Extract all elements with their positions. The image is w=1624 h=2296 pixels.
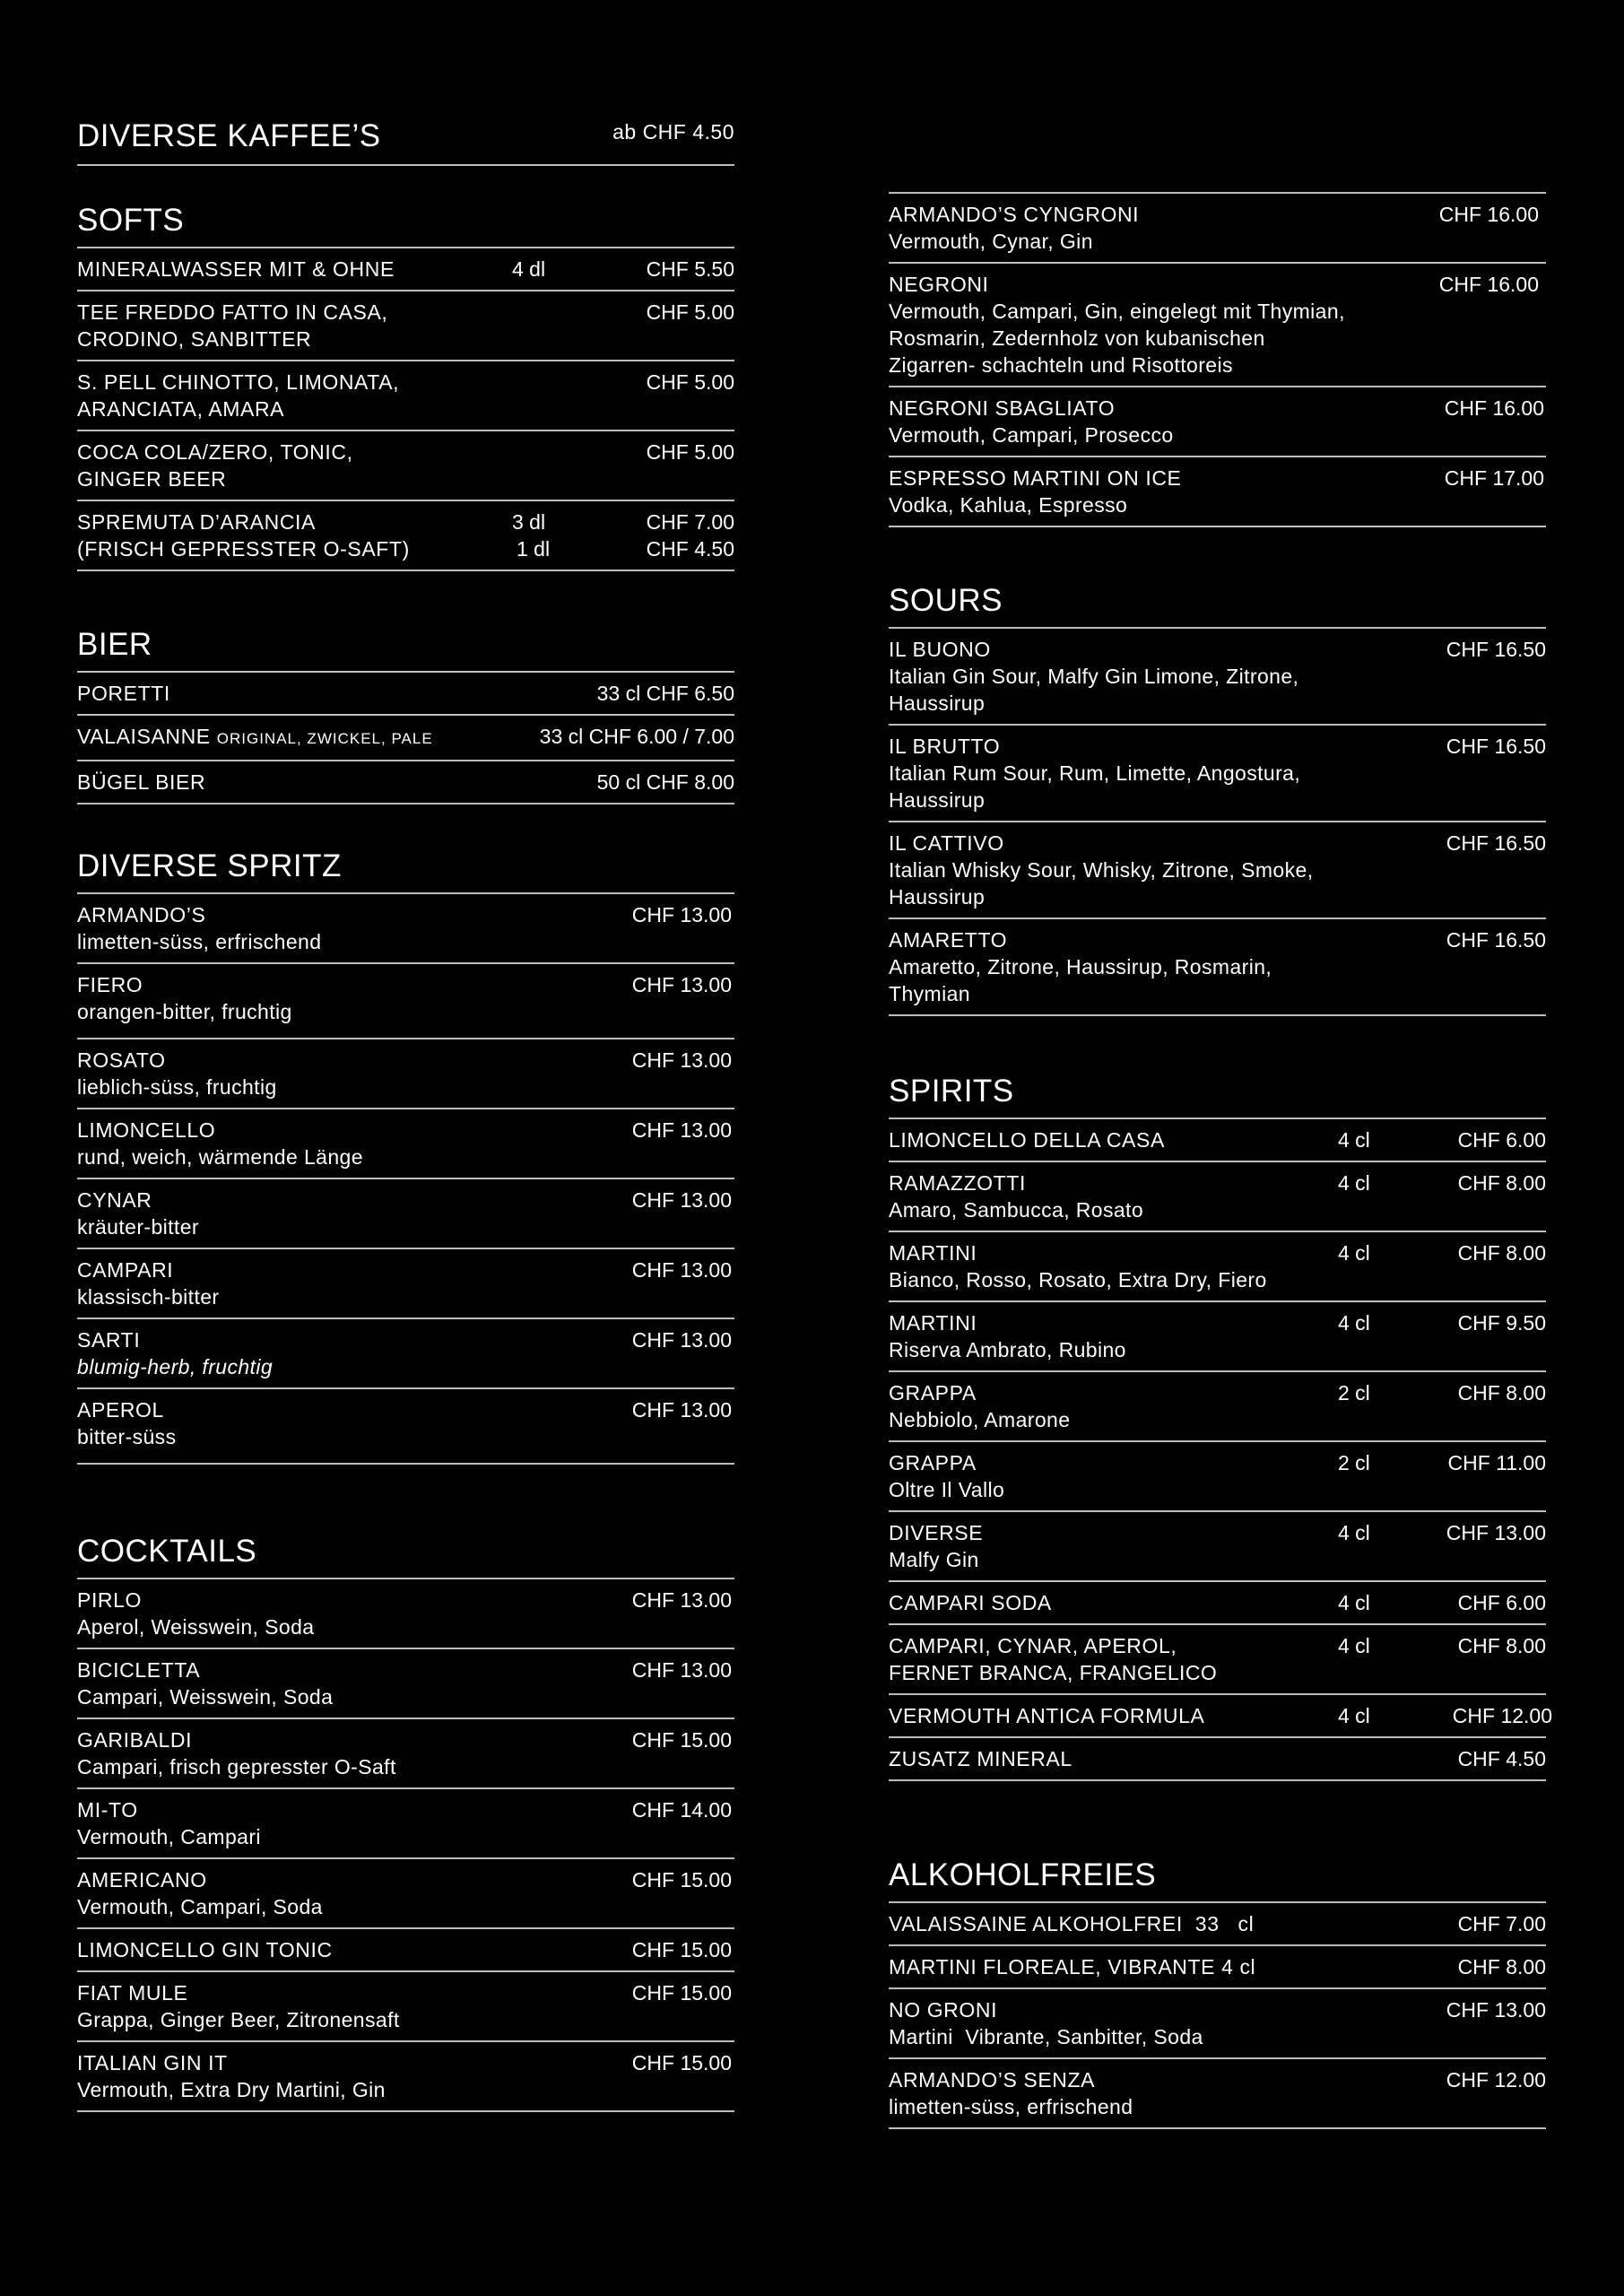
item-name: AMERICANO bbox=[77, 1868, 207, 1892]
item-volume: 4 cl bbox=[1338, 1521, 1370, 1544]
menu-item bbox=[77, 501, 734, 571]
menu-item bbox=[77, 1649, 734, 1719]
item-price: CHF 8.00 bbox=[1457, 1634, 1546, 1657]
menu-item bbox=[77, 248, 734, 291]
section-bier bbox=[77, 629, 734, 804]
item-description: Thymian bbox=[889, 982, 970, 1005]
menu-item bbox=[889, 1989, 1546, 2059]
item-name: COCA COLA/ZERO, TONIC, bbox=[77, 440, 353, 464]
item-description: blumig-herb, fruchtig bbox=[77, 1355, 274, 1378]
section-softs bbox=[77, 204, 734, 571]
menu-item bbox=[889, 1302, 1546, 1372]
item-price: CHF 8.00 bbox=[1457, 1171, 1546, 1195]
menu-item bbox=[77, 2042, 734, 2112]
menu-item bbox=[77, 1109, 734, 1179]
item-price: CHF 13.00 bbox=[631, 1658, 732, 1682]
menu-item bbox=[889, 1946, 1546, 1989]
item-name: ARMANDO’S CYNGRONI bbox=[889, 203, 1140, 226]
menu-item bbox=[889, 264, 1546, 387]
item-name: LIMONCELLO bbox=[77, 1118, 216, 1142]
menu-item bbox=[889, 1119, 1546, 1162]
item-name: BICICLETTA bbox=[77, 1658, 201, 1682]
item-price: CHF 6.00 bbox=[1457, 1128, 1546, 1152]
item-price: CHF 13.00 bbox=[1446, 1998, 1546, 2022]
item-price: CHF 5.00 bbox=[646, 370, 734, 394]
item-name: S. PELL CHINOTTO, LIMONATA, bbox=[77, 370, 400, 394]
item-name: LIMONCELLO GIN TONIC bbox=[77, 1938, 333, 1961]
item-description: Oltre Il Vallo bbox=[889, 1478, 1005, 1501]
item-volume: 2 cl bbox=[1338, 1451, 1370, 1474]
item-description: limetten-süss, erfrischend bbox=[889, 2095, 1133, 2118]
item-name: VALAISSAINE ALKOHOLFREI 33 cl bbox=[889, 1912, 1255, 1935]
item-description: rund, weich, wärmende Länge bbox=[77, 1145, 363, 1169]
item-description: Zigarren- schachteln und Risottoreis bbox=[889, 353, 1233, 377]
item-volume: 4 cl bbox=[1338, 1171, 1370, 1195]
menu-item bbox=[77, 1719, 734, 1789]
item-price: CHF 15.00 bbox=[631, 1868, 732, 1892]
item-description: Vodka, Kahlua, Espresso bbox=[889, 493, 1128, 517]
item-volume: 4 cl bbox=[1338, 1634, 1370, 1657]
item-name: ARMANDO’S bbox=[77, 903, 206, 926]
item-description: klassisch-bitter bbox=[77, 1285, 220, 1309]
item-description: Malfy Gin bbox=[889, 1548, 979, 1571]
item-price: CHF 8.00 bbox=[1457, 1381, 1546, 1405]
item-name: ARMANDO’S SENZA bbox=[889, 2068, 1096, 2092]
item-description: Campari, frisch gepresster O-Saft bbox=[77, 1755, 396, 1779]
item-volume: 4 cl bbox=[1338, 1591, 1370, 1614]
item-price: CHF 5.50 bbox=[646, 257, 734, 281]
item-name: IL BUONO bbox=[889, 638, 991, 661]
item-price: CHF 13.00 bbox=[631, 1328, 732, 1352]
item-description: Aperol, Weisswein, Soda bbox=[77, 1615, 315, 1639]
item-name: CAMPARI bbox=[77, 1258, 174, 1282]
item-price: CHF 8.00 bbox=[1457, 1955, 1546, 1979]
item-name: GRAPPA bbox=[889, 1451, 977, 1474]
item-name: TEE FREDDO FATTO IN CASA, bbox=[77, 300, 388, 324]
item-description: (FRISCH GEPRESSTER O-SAFT) bbox=[77, 537, 410, 561]
item-name: ITALIAN GIN IT bbox=[77, 2051, 228, 2074]
item-price: CHF 13.00 bbox=[631, 903, 732, 926]
item-price: CHF 12.00 bbox=[1452, 1704, 1552, 1727]
menu-item bbox=[77, 673, 734, 716]
item-description: Riserva Ambrato, Rubino bbox=[889, 1338, 1126, 1361]
item-volume: 1 dl bbox=[517, 537, 551, 561]
item-name: BÜGEL BIER bbox=[77, 770, 206, 794]
item-description: ARANCIATA, AMARA bbox=[77, 397, 285, 421]
item-name: GRAPPA bbox=[889, 1381, 977, 1405]
item-price: CHF 13.00 bbox=[631, 1258, 732, 1282]
menu-item bbox=[77, 716, 734, 761]
item-description: bitter-süss bbox=[77, 1425, 177, 1448]
item-price: CHF 16.00 bbox=[1444, 396, 1544, 420]
item-price: CHF 16.50 bbox=[1446, 638, 1546, 661]
item-price: CHF 13.00 bbox=[631, 1048, 732, 1072]
item-description: limetten-süss, erfrischend bbox=[77, 930, 322, 953]
item-price: CHF 13.00 bbox=[631, 1188, 732, 1212]
menu-item bbox=[889, 194, 1546, 264]
menu-item bbox=[77, 1859, 734, 1929]
menu-item bbox=[77, 431, 734, 501]
item-name: DIVERSE bbox=[889, 1521, 984, 1544]
item-name: NO GRONI bbox=[889, 1998, 998, 2022]
item-name: CYNAR bbox=[77, 1188, 152, 1212]
menu-item bbox=[889, 1625, 1546, 1695]
item-description: lieblich-süss, fruchtig bbox=[77, 1075, 277, 1099]
item-description: CRODINO, SANBITTER bbox=[77, 327, 312, 351]
section-spritz bbox=[77, 850, 734, 1465]
item-description: Italian Gin Sour, Malfy Gin Limone, Zitrone, bbox=[889, 665, 1299, 688]
item-name: APEROL bbox=[77, 1398, 164, 1422]
item-description: Amaretto, Zitrone, Haussirup, Rosmarin, bbox=[889, 955, 1272, 978]
item-name: MI-TO bbox=[77, 1798, 138, 1822]
menu-item bbox=[889, 822, 1546, 919]
item-name: LIMONCELLO DELLA CASA bbox=[889, 1128, 1165, 1152]
item-price: CHF 15.00 bbox=[631, 1728, 732, 1752]
menu-item bbox=[77, 761, 734, 804]
item-variants: ORIGINAL, ZWICKEL, PALE bbox=[216, 730, 433, 747]
item-price: CHF 16.00 bbox=[1438, 203, 1539, 226]
item-description: Haussirup bbox=[889, 885, 986, 909]
item-name: MARTINI FLOREALE, VIBRANTE 4 cl bbox=[889, 1955, 1256, 1979]
menu-item bbox=[889, 457, 1546, 527]
item-price: CHF 13.00 bbox=[631, 1118, 732, 1142]
item-volume: 2 cl bbox=[1338, 1381, 1370, 1405]
item-description: Vermouth, Campari, Gin, eingelegt mit Thymian, bbox=[889, 300, 1345, 323]
menu-item bbox=[77, 1929, 734, 1972]
item-name: MARTINI bbox=[889, 1241, 977, 1265]
item-volume: 4 cl bbox=[1338, 1128, 1370, 1152]
item-name: ROSATO bbox=[77, 1048, 166, 1072]
item-price: CHF 8.00 bbox=[1457, 1241, 1546, 1265]
item-description: Vermouth, Extra Dry Martini, Gin bbox=[77, 2078, 386, 2101]
menu-item bbox=[77, 1579, 734, 1649]
section-title: SOURS bbox=[889, 585, 1546, 629]
item-price: CHF 4.50 bbox=[1457, 1747, 1546, 1770]
item-description: Vermouth, Cynar, Gin bbox=[889, 230, 1093, 253]
section-sours bbox=[889, 585, 1546, 1016]
section-title: COCKTAILS bbox=[77, 1535, 734, 1579]
item-description: Haussirup bbox=[889, 691, 986, 715]
menu-item bbox=[77, 1179, 734, 1249]
item-name: FIERO bbox=[77, 973, 143, 996]
kaffee-title: DIVERSE KAFFEE’S bbox=[77, 118, 381, 153]
item-price: CHF 15.00 bbox=[631, 1938, 732, 1961]
section-negroni bbox=[889, 192, 1546, 527]
menu-item bbox=[889, 1582, 1546, 1625]
item-name: VERMOUTH ANTICA FORMULA bbox=[889, 1704, 1205, 1727]
item-name: RAMAZZOTTI bbox=[889, 1171, 1026, 1195]
item-name: SARTI bbox=[77, 1328, 141, 1352]
menu-item bbox=[889, 387, 1546, 457]
menu-item bbox=[889, 629, 1546, 726]
item-price: CHF 11.00 bbox=[1447, 1451, 1546, 1474]
menu-item bbox=[77, 1389, 734, 1465]
item-name: ZUSATZ MINERAL bbox=[889, 1747, 1073, 1770]
item-price: CHF 16.00 bbox=[1438, 273, 1539, 296]
item-price: 33 cl CHF 6.00 / 7.00 bbox=[539, 725, 734, 748]
item-price: CHF 4.50 bbox=[646, 537, 734, 561]
item-price: CHF 7.00 bbox=[646, 510, 734, 534]
item-price: CHF 15.00 bbox=[631, 2051, 732, 2074]
item-volume: 4 cl bbox=[1338, 1311, 1370, 1335]
item-description: Martini Vibrante, Sanbitter, Soda bbox=[889, 2025, 1203, 2048]
item-name-main: VALAISANNE bbox=[77, 725, 211, 748]
item-name: PIRLO bbox=[77, 1588, 143, 1612]
section-title: BIER bbox=[77, 629, 734, 673]
item-price: CHF 7.00 bbox=[1457, 1912, 1546, 1935]
item-description: orangen-bitter, fruchtig bbox=[77, 1000, 292, 1023]
item-price: CHF 5.00 bbox=[646, 300, 734, 324]
section-kaffee bbox=[77, 120, 734, 166]
item-description: Vermouth, Campari bbox=[77, 1825, 261, 1848]
item-name: NEGRONI bbox=[889, 273, 989, 296]
item-volume: 3 dl bbox=[512, 510, 546, 534]
item-name: PORETTI bbox=[77, 682, 170, 705]
item-name: SPREMUTA D’ARANCIA bbox=[77, 510, 316, 534]
menu-item bbox=[77, 361, 734, 431]
section-alkoholfrei bbox=[889, 1859, 1546, 2129]
item-description: GINGER BEER bbox=[77, 467, 227, 491]
item-description: FERNET BRANCA, FRANGELICO bbox=[889, 1661, 1218, 1684]
menu-item bbox=[889, 1442, 1546, 1512]
item-volume: 4 dl bbox=[512, 257, 546, 281]
item-description: Rosmarin, Zedernholz von kubanischen bbox=[889, 326, 1265, 350]
item-price: 50 cl CHF 8.00 bbox=[596, 770, 734, 794]
section-title bbox=[77, 120, 734, 166]
item-name: ESPRESSO MARTINI ON ICE bbox=[889, 466, 1182, 490]
menu-item bbox=[77, 1319, 734, 1389]
item-price: CHF 12.00 bbox=[1446, 2068, 1546, 2092]
menu-item bbox=[77, 894, 734, 964]
item-description: Grappa, Ginger Beer, Zitronensaft bbox=[77, 2008, 400, 2031]
item-price: CHF 16.50 bbox=[1446, 928, 1546, 952]
menu-item bbox=[77, 1039, 734, 1109]
item-description: Amaro, Sambucca, Rosato bbox=[889, 1198, 1144, 1222]
item-description: Nebbiolo, Amarone bbox=[889, 1408, 1071, 1431]
menu-item bbox=[889, 726, 1546, 822]
item-description: Haussirup bbox=[889, 788, 986, 812]
item-price: CHF 6.00 bbox=[1457, 1591, 1546, 1614]
item-price: CHF 13.00 bbox=[631, 1588, 732, 1612]
kaffee-price: ab CHF 4.50 bbox=[612, 120, 734, 144]
menu-item bbox=[889, 1512, 1546, 1582]
item-description: Campari, Weisswein, Soda bbox=[77, 1685, 334, 1709]
item-volume: 4 cl bbox=[1338, 1704, 1370, 1727]
item-price: CHF 5.00 bbox=[646, 440, 734, 464]
item-price: 33 cl CHF 6.50 bbox=[596, 682, 734, 705]
menu-item bbox=[889, 1738, 1546, 1781]
item-description: Bianco, Rosso, Rosato, Extra Dry, Fiero bbox=[889, 1268, 1267, 1292]
section-title: DIVERSE SPRITZ bbox=[77, 850, 734, 894]
item-name: IL CATTIVO bbox=[889, 831, 1004, 855]
item-name: AMARETTO bbox=[889, 928, 1008, 952]
item-name: CAMPARI, CYNAR, APEROL, bbox=[889, 1634, 1177, 1657]
menu-item bbox=[889, 1232, 1546, 1302]
section-title: SOFTS bbox=[77, 204, 734, 248]
item-price: CHF 13.00 bbox=[631, 1398, 732, 1422]
item-price: CHF 15.00 bbox=[631, 1981, 732, 2005]
item-description: Vermouth, Campari, Soda bbox=[77, 1895, 323, 1918]
menu-item bbox=[889, 1162, 1546, 1232]
item-price: CHF 13.00 bbox=[1446, 1521, 1546, 1544]
menu-item bbox=[77, 964, 734, 1039]
menu-item bbox=[77, 1972, 734, 2042]
menu-item bbox=[889, 1372, 1546, 1442]
item-name: IL BRUTTO bbox=[889, 735, 1001, 758]
section-spirits bbox=[889, 1074, 1552, 1781]
item-price: CHF 16.50 bbox=[1446, 831, 1546, 855]
item-description: Italian Whisky Sour, Whisky, Zitrone, Smoke, bbox=[889, 858, 1314, 882]
item-price: CHF 16.50 bbox=[1446, 735, 1546, 758]
item-price: CHF 17.00 bbox=[1444, 466, 1544, 490]
item-price: CHF 13.00 bbox=[631, 973, 732, 996]
menu-item bbox=[77, 291, 734, 361]
item-name: MARTINI bbox=[889, 1311, 977, 1335]
menu-item bbox=[889, 919, 1546, 1016]
menu-item bbox=[77, 1789, 734, 1859]
item-description: kräuter-bitter bbox=[77, 1215, 199, 1239]
menu-item bbox=[77, 1249, 734, 1319]
item-price: CHF 14.00 bbox=[631, 1798, 732, 1822]
menu-item bbox=[889, 2059, 1546, 2129]
section-title: ALKOHOLFREIES bbox=[889, 1859, 1546, 1903]
item-name: FIAT MULE bbox=[77, 1981, 188, 2005]
section-title: SPIRITS bbox=[889, 1075, 1546, 1119]
item-name: MINERALWASSER MIT & OHNE bbox=[77, 257, 395, 281]
menu-item bbox=[889, 1903, 1546, 1946]
item-description: Italian Rum Sour, Rum, Limette, Angostura, bbox=[889, 761, 1301, 785]
menu-item bbox=[889, 1695, 1552, 1738]
item-name: CAMPARI SODA bbox=[889, 1591, 1052, 1614]
item-description: Vermouth, Campari, Prosecco bbox=[889, 423, 1174, 447]
item-volume: 4 cl bbox=[1338, 1241, 1370, 1265]
item-name: NEGRONI SBAGLIATO bbox=[889, 396, 1116, 420]
item-name: GARIBALDI bbox=[77, 1728, 193, 1752]
item-price: CHF 9.50 bbox=[1457, 1311, 1546, 1335]
section-cocktails bbox=[77, 1535, 734, 2112]
